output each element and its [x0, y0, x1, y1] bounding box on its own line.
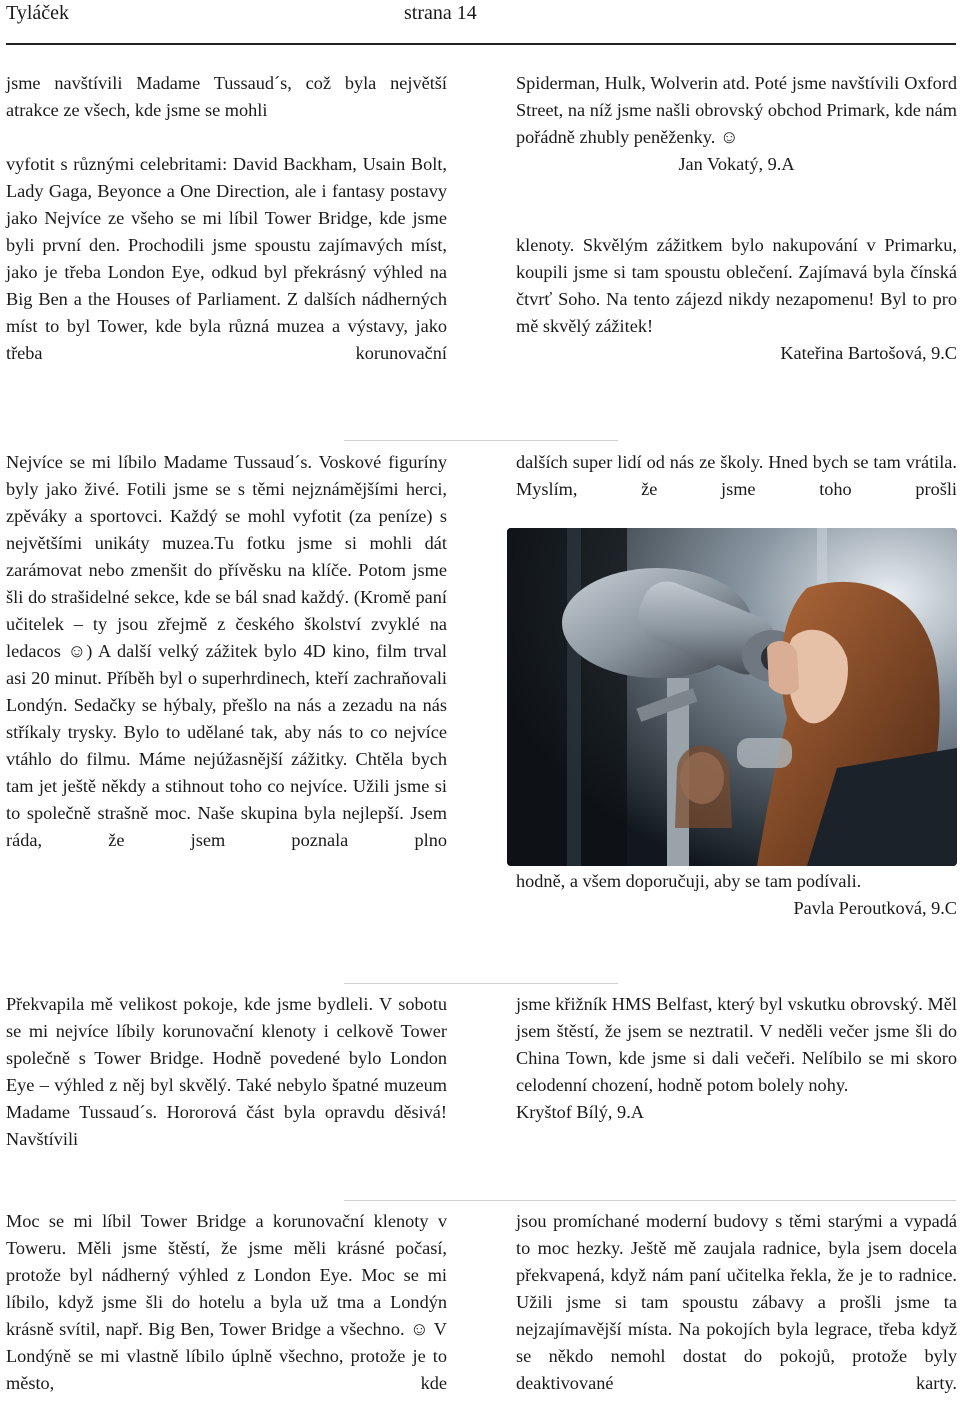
article-2-right-top	[516, 449, 957, 503]
section-divider	[344, 440, 618, 441]
header-rule	[6, 43, 956, 45]
article-1-left-top	[6, 70, 447, 124]
article-2-left	[6, 449, 447, 854]
article-3-right	[516, 991, 957, 1126]
paragraph: hodně, a všem doporučuji, aby se tam podívali.	[516, 871, 862, 891]
article-4-left	[6, 1208, 447, 1397]
page-number: strana 14	[404, 2, 477, 24]
article-4-right	[516, 1208, 957, 1397]
paragraph: Moc se mi líbil Tower Bridge a korunovační klenoty v Toweru. Měli jsme štěstí, že jsme měli krásné počasí, protože byl nádherný výhled z London Eye. Moc se mi líbilo, když jsme šli do hotelu a byla už tma a Londýn krásně svítil, např. Big Ben, Tower Bridge a všechno. ☺ V Londýně se mi vlastně líbilo úplně všechno, protože je to město, kde	[6, 1211, 447, 1393]
author-signature: Kateřina Bartošová, 9.C	[780, 343, 957, 363]
photo-icon	[507, 528, 957, 866]
photo-telescope-girl	[507, 528, 957, 866]
paragraph: jsme křižník HMS Belfast, který byl vskutku obrovský. Měl jsem štěstí, že jsem se neztratil. V neděli večer jsme šli do China Town, kde jsme si dali večeři. Nelíbilo se mi skoro celodenní chození, hodně potom bolely nohy.	[516, 994, 957, 1095]
paragraph: jsou promíchané moderní budovy s těmi starými a vypadá to moc hezky. Ještě mě zaujala radnice, byla jsem docela překvapená, když nám paní učitelka řekla, že je to radnice. Užili jsme si tam spoustu zábavy a prošli jsme ta nejzajímavější místa. Na pokojích byla legrace, třeba když se někdo nemohl dostat do pokojů, protože byly deaktivované karty.	[516, 1211, 957, 1393]
section-divider	[344, 983, 618, 984]
article-1-left	[6, 151, 447, 367]
paragraph: jsme navštívili Madame Tussaud´s, což byla největší atrakce ze všech, kde jsme se mohli	[6, 73, 447, 120]
paragraph: klenoty. Skvělým zážitkem bylo nakupování v Primarku, koupili jsme si tam spoustu oblečení. Zajímavá byla čínská čtvrť Soho. Na tento zájezd nikdy nezapomenu! Byl to pro mě skvělý zážitek!	[516, 235, 957, 336]
paragraph: dalších super lidí od nás ze školy. Hned bych se tam vrátila. Myslím, že jsme toho prošli	[516, 452, 957, 499]
section-divider	[344, 1200, 956, 1201]
magazine-title: Tyláček	[6, 2, 70, 24]
author-signature: Jan Vokatý, 9.A	[678, 154, 795, 174]
paragraph: Nejvíce se mi líbilo Madame Tussaud´s. Voskové figuríny byly jako živé. Fotili jsme se s těmi nejznámějšími herci, zpěváky a sportovci. Každý se mohl vyfotit (za peníze) s největšími unikáty muzea.Tu fotku jsme si mohli dát zarámovat nebo zmenšit do přívěsku na klíče. Potom jsme šli do strašidelné sekce, kde se bál snad každý. (Kromě paní učitelek – ty jsou zřejmě z českého školství zvyklé na ledacos ☺) A další velký zážitek bylo 4D kino, film trval asi 20 minut. Příběh byl o superhrdinech, kteří zachraňovali Londýn. Sedačky se hýbaly, přešlo na nás a zezadu na nás stříkaly trysky. Bylo to udělané tak, aby nás to co nejvíce vtáhlo do filmu. Máme nejúžasnější zážitky. Chtěla bych tam jet ještě někdy a stihnout toho co nejvíce. Užili jsme si to společně strašně moc. Naše skupina byla nejlepší. Jsem ráda, že jsem poznala plno	[6, 452, 447, 850]
paragraph: Spiderman, Hulk, Wolverin atd. Poté jsme navštívili Oxford Street, na níž jsme našli obrovský obchod Primark, kde nám pořádně zhubly peněženky. ☺	[516, 73, 957, 147]
article-1-right	[516, 70, 957, 178]
article-1-right-2	[516, 232, 957, 367]
author-signature: Pavla Peroutková, 9.C	[793, 898, 957, 918]
author-signature: Kryštof Bílý, 9.A	[516, 1102, 644, 1122]
paragraph: vyfotit s různými celebritami: David Backham, Usain Bolt, Lady Gaga, Beyonce a One Direction, ale i fantasy postavy jako Nejvíce ze všeho se mi líbil Tower Bridge, kde jsme byli první den. Prochodili jsme spoustu zajímavých míst, jako je třeba London Eye, odkud byl překrásný výhled na Big Ben a the Houses of Parliament. Z dalších nádherných míst to byl Tower, kde byla různá muzea a výstavy, jako třeba korunovační	[6, 154, 447, 363]
page-header	[0, 0, 960, 38]
article-3-left	[6, 991, 447, 1153]
article-2-right	[516, 868, 957, 922]
paragraph: Překvapila mě velikost pokoje, kde jsme bydleli. V sobotu se mi nejvíce líbily korunovační klenoty i celkově Tower společně s Tower Bridge. Hodně povedené bylo London Eye – výhled z něj byl skvělý. Také nebylo špatné muzeum Madame Tussaud´s. Hororová část byla opravdu děsivá! Navštívili	[6, 994, 447, 1149]
